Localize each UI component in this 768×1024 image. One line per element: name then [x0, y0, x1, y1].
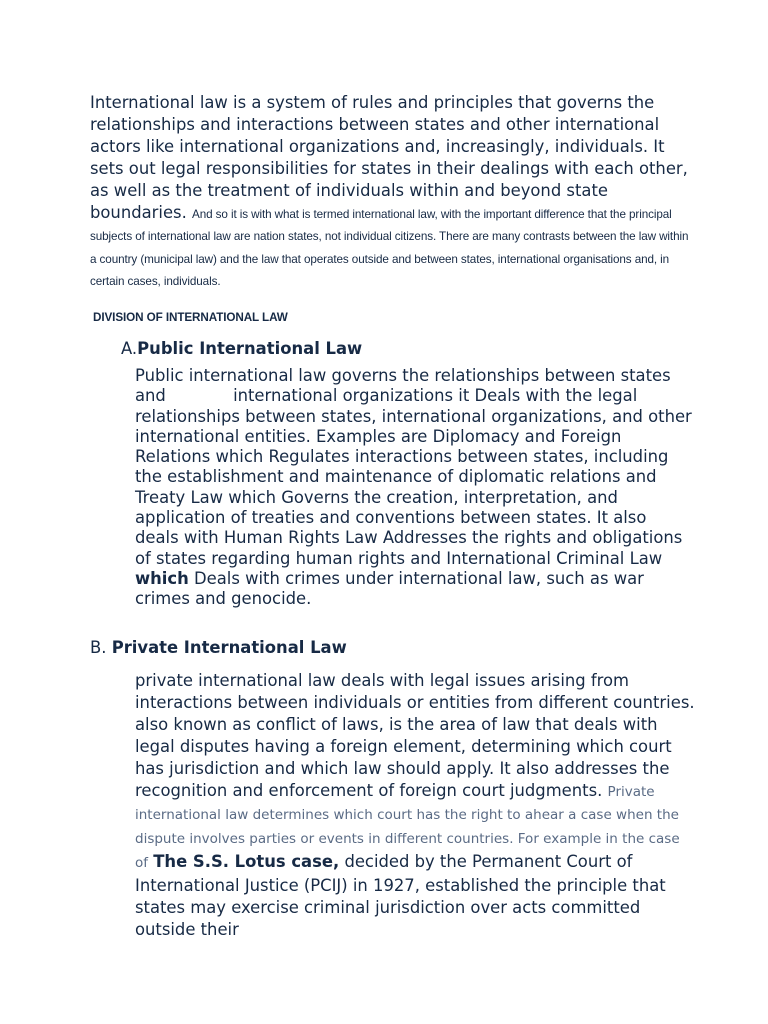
- private-para-rest: decided by the Permanent Court of International Justice (PCIJ) in 1927, established the principle that states may exercise criminal jurisdiction over acts committed outside their: [135, 852, 666, 939]
- intro-main-text: International law is a system of rules and principles that governs the relationships and interactions between states and other international actors like international organizations and, increasingly, individuals. It sets out legal responsibilities for states in their dealings with each other, as well as the treatment of individuals within and beyond state boundaries.: [90, 93, 688, 222]
- section-b-heading: [90, 638, 347, 657]
- intro-paragraph: [90, 92, 690, 292]
- private-international-law-paragraph: [135, 670, 695, 941]
- private-para-main: private international law deals with legal issues arising from interactions between individuals or entities from different countries. also known as conflict of laws, is the area of law that deals with legal disputes having a foreign element, determining which court has jurisdiction and which law should apply. It also addresses the recognition and enforcement of foreign court judgments.: [135, 671, 695, 800]
- public-para-part1: Public international law governs the relationships between states and: [135, 366, 671, 406]
- public-para-bold-word: which: [135, 568, 189, 588]
- public-para-part3: Deals with crimes under international law, such as war crimes and genocide.: [135, 568, 644, 609]
- lotus-case-name: The S.S. Lotus case,: [153, 852, 340, 872]
- section-b-title: Private International Law: [111, 638, 347, 657]
- section-a-heading: [121, 339, 362, 358]
- public-para-part2: international organizations it Deals with the legal relationships between states, international organizations, and other international entities. Examples are Diplomacy and Foreign Relations which Regulates interactions between states, including the establishment and maintenance of diplomatic relations and Treaty Law which Governs the creation, interpretation, and application of treaties and conventions between states. It also deals with Human Rights Law Addresses the rights and obligations of states regarding human rights and International Criminal Law: [135, 386, 692, 568]
- private-para-muted: Private international law determines which court has the right to ahear a case when the dispute involves parties or events in different countries. For example in the case of: [135, 783, 680, 872]
- division-heading: DIVISION OF INTERNATIONAL LAW: [93, 311, 288, 324]
- intro-small-text: And so it is with what is termed international law, with the important difference that the principal subjects of international law are nation states, not individual citizens. There are many contrasts between the law within a country (municipal law) and the law that operates outside and between states, international organisations and, in certain cases, individuals.: [90, 207, 689, 289]
- public-international-law-paragraph: [135, 366, 695, 610]
- section-b-letter: B.: [90, 638, 107, 657]
- section-a-letter: A.: [121, 339, 138, 358]
- section-a-title: Public International Law: [137, 339, 363, 358]
